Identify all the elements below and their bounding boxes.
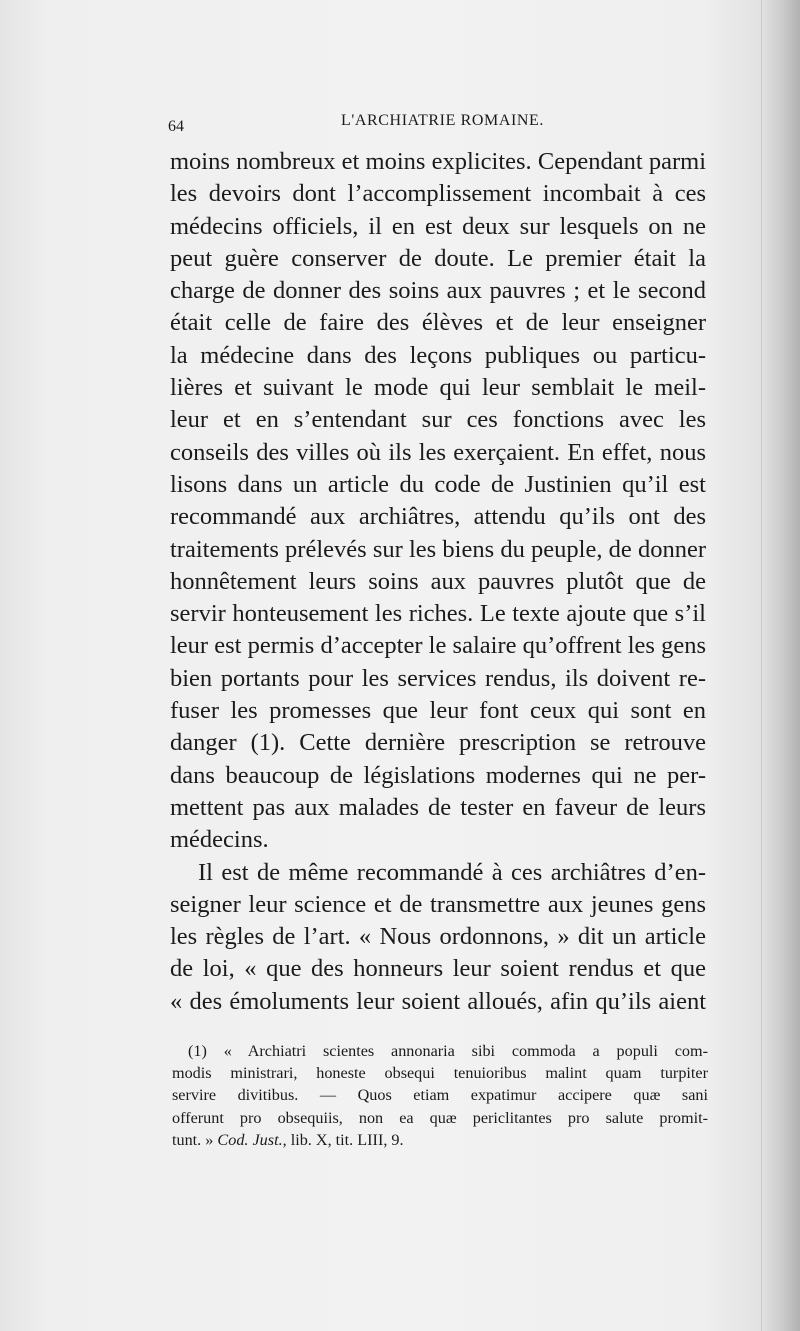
text-line: conseils des villes où ils les exerçaient. En effet, nous	[170, 438, 706, 466]
text-line: lisons dans un article du code de Justinien qu’il est	[170, 470, 706, 498]
footnote-prefix: tunt. »	[172, 1130, 218, 1149]
text-line: dans beaucoup de législations modernes qui ne per-	[170, 761, 706, 789]
text-line: Il est de même recommandé à ces archiâtres d’en-	[198, 858, 706, 886]
footnote-line-last	[172, 1129, 708, 1151]
text-line: moins nombreux et moins explicites. Cependant parmi	[170, 148, 706, 175]
text-line: honnêtement leurs soins aux pauvres plutôt que de	[170, 567, 706, 595]
text-line: danger (1). Cette dernière prescription se retrouve	[170, 729, 706, 757]
text-line: bien portants pour les services rendus, ils doivent re-	[170, 664, 706, 692]
footnote-suffix: , lib. X, tit. LIII, 9.	[282, 1130, 404, 1149]
footnote-citation: Cod. Just.	[217, 1130, 283, 1149]
text-line: les règles de l’art. « Nous ordonnons, » dit un article	[170, 923, 706, 951]
page-number: 64	[168, 118, 184, 135]
footnote	[172, 1040, 708, 1151]
footnote-line: offerunt pro obsequiis, non ea quæ periclitantes pro salute promit-	[172, 1108, 708, 1127]
text-line: recommandé aux archiâtres, attendu qu’ils ont des	[170, 503, 706, 531]
footnote-line: (1) « Archiatri scientes annonaria sibi commoda a populi com-	[188, 1042, 708, 1060]
text-line: mettent pas aux malades de tester en faveur de leurs	[170, 793, 706, 821]
text-line: traitements prélevés sur les biens du peuple, de donner	[170, 535, 706, 563]
text-line: lières et suivant le mode qui leur semblait le meil-	[170, 374, 706, 402]
text-line: charge de donner des soins aux pauvres ; et le second	[170, 277, 706, 305]
text-line: leur et en s’entendant sur ces fonctions avec les	[170, 406, 706, 434]
text-line: seigner leur science et de transmettre aux jeunes gens	[170, 890, 706, 918]
text-line: fuser les promesses que leur font ceux qui sont en	[170, 697, 706, 725]
text-line: la médecine dans des leçons publiques ou particu-	[170, 341, 706, 369]
text-line: leur est permis d’accepter le salaire qu’offrent les gens	[170, 632, 706, 660]
text-line: médecins officiels, il en est deux sur lesquels on ne	[170, 212, 706, 240]
body-text	[170, 146, 706, 1018]
text-line: servir honteusement les riches. Le texte ajoute que s’il	[170, 600, 706, 628]
page-edge-shadow	[761, 0, 800, 1331]
footnote-line: modis ministrari, honeste obsequi tenuioribus malint quam turpiter	[172, 1064, 708, 1083]
running-title: L'ARCHIATRIE ROMAINE.	[341, 112, 545, 129]
text-line: de loi, « que des honneurs leur soient rendus et que	[170, 955, 706, 983]
text-line: était celle de faire des élèves et de leur enseigner	[170, 309, 706, 337]
text-line: les devoirs dont l’accomplissement incombait à ces	[170, 180, 706, 208]
text-line: médecins.	[170, 826, 269, 854]
footnote-line: servire divitibus. — Quos etiam expatimur accipere quæ sani	[172, 1086, 708, 1105]
text-line: peut guère conserver de doute. Le premier était la	[170, 244, 706, 272]
text-line: « des émoluments leur soient alloués, afin qu’ils aient	[170, 987, 706, 1015]
